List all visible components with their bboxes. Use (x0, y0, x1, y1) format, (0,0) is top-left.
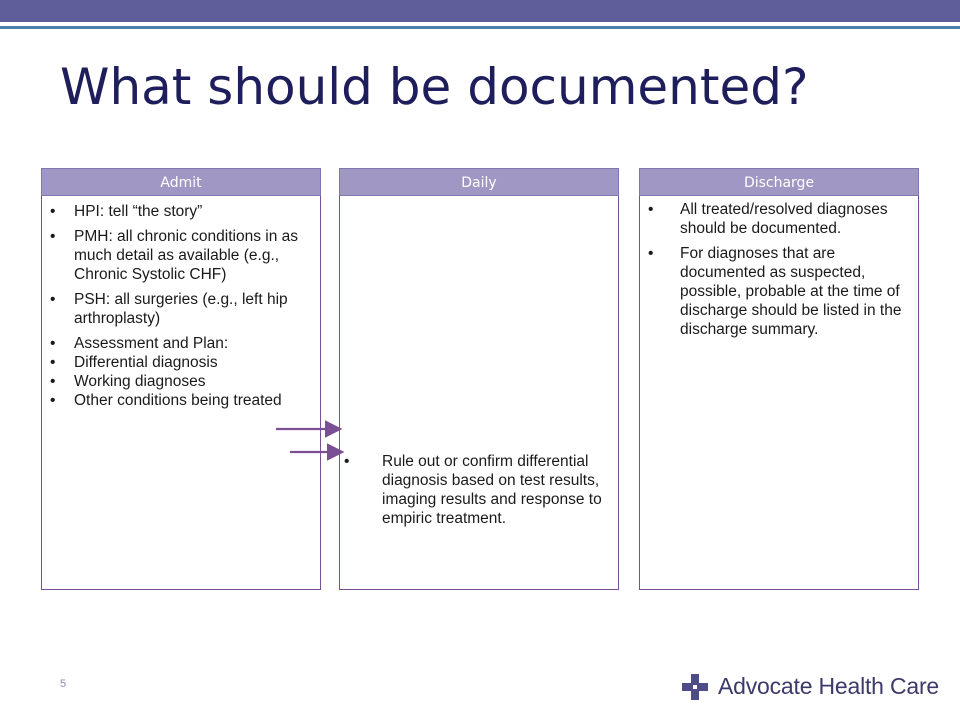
list-item-text: Rule out or confirm differential diagnosis based on test results, imaging results and response to empiric treatment. (382, 453, 602, 527)
list-item-text: Other conditions being treated (74, 392, 282, 409)
advocate-cross-icon (680, 672, 710, 702)
daily-header: Daily (339, 168, 619, 196)
logo-text: Advocate Health Care (718, 673, 940, 699)
list-item-text: PSH: all surgeries (e.g., left hip arthroplasty) (74, 291, 288, 327)
list-item-text: For diagnoses that are documented as suspected, possible, probable at the time of discharge should be listed in the discharge summary. (680, 245, 902, 338)
list-item-text: Differential diagnosis (74, 354, 218, 371)
bullet-marker: • (50, 203, 56, 220)
bullet-marker: • (648, 245, 654, 262)
bullet-marker: • (50, 228, 56, 245)
list-item-text: All treated/resolved diagnoses should be documented. (680, 201, 888, 237)
list-item-text: Working diagnoses (74, 373, 206, 390)
advocate-logo (676, 664, 940, 710)
slide-title: What should be documented? (60, 58, 809, 116)
discharge-header: Discharge (639, 168, 919, 196)
list-item-text: HPI: tell “the story” (74, 203, 203, 220)
page-number: 5 (60, 678, 67, 690)
list-item-text: PMH: all chronic conditions in as much detail as available (e.g., Chronic Systolic CHF) (74, 228, 298, 283)
bullet-marker: • (50, 373, 56, 390)
bullet-marker: • (344, 453, 350, 470)
bullet-marker: • (50, 291, 56, 308)
bullet-marker: • (50, 392, 56, 409)
bullet-marker: • (50, 335, 56, 352)
list-item-text: Assessment and Plan: (74, 335, 229, 352)
bullet-marker: • (648, 201, 654, 218)
admit-header: Admit (41, 168, 321, 196)
bullet-marker: • (50, 354, 56, 371)
